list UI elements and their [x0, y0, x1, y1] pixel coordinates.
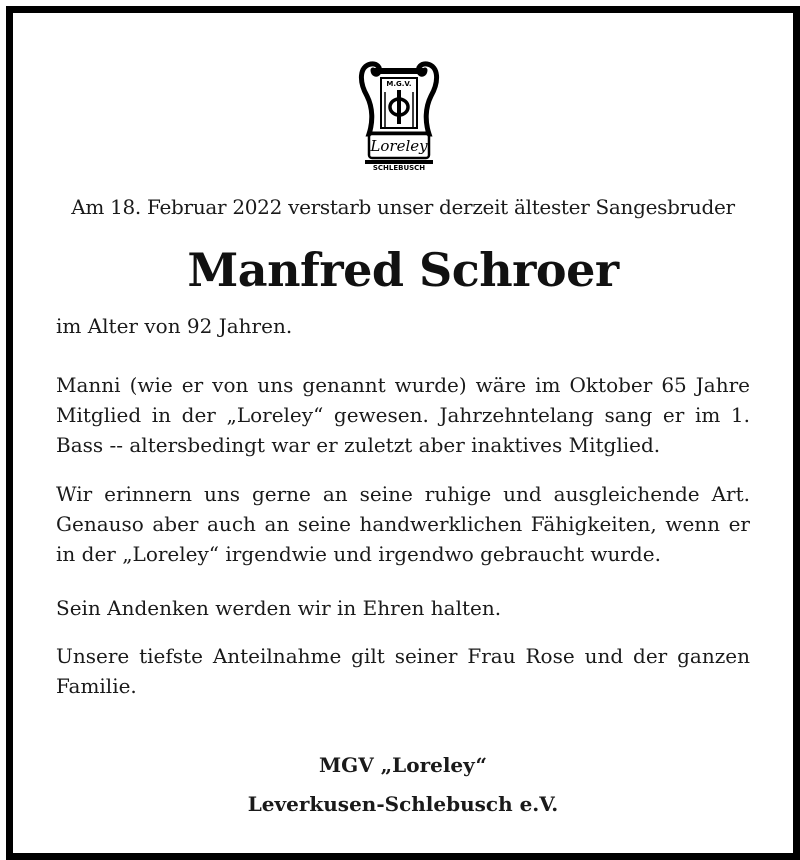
choir-lyre-logo — [351, 52, 447, 172]
age-paragraph: im Alter von 92 Jahren. — [56, 314, 293, 338]
deceased-name: Manfred Schroer — [187, 243, 619, 297]
intro-line: Am 18. Februar 2022 verstarb unser derzeit ältester Sangesbruder — [71, 195, 735, 219]
notice-content — [13, 13, 793, 853]
logo-script-text: Loreley — [370, 137, 428, 155]
logo-top-text: M.G.V. — [386, 80, 412, 88]
notice-frame — [6, 6, 800, 860]
membership-paragraph: Manni (wie er von uns genannt wurde) wäre im Oktober 65 Jahre Mitglied in der „Loreley“ gewesen. Jahrzehntelang sang er im 1. Bass -- altersbedingt war er zuletzt aber inaktives Mitglied. — [56, 373, 750, 457]
logo-bottom-text: SCHLEBUSCH — [372, 164, 426, 172]
condolence-paragraph: Unsere tiefste Anteilnahme gilt seiner Frau Rose und der ganzen Familie. — [56, 644, 750, 698]
honor-paragraph: Sein Andenken werden wir in Ehren halten. — [56, 596, 502, 620]
remembrance-paragraph: Wir erinnern uns gerne an seine ruhige und ausgleichende Art. Genauso aber auch an seine handwerklichen Fähigkeiten, wenn er in der „Loreley“ irgendwie und irgendwo gebraucht wurde. — [56, 482, 750, 566]
signature-club-name: MGV „Loreley“ — [318, 753, 488, 777]
signature-location: Leverkusen-Schlebusch e.V. — [247, 792, 559, 816]
